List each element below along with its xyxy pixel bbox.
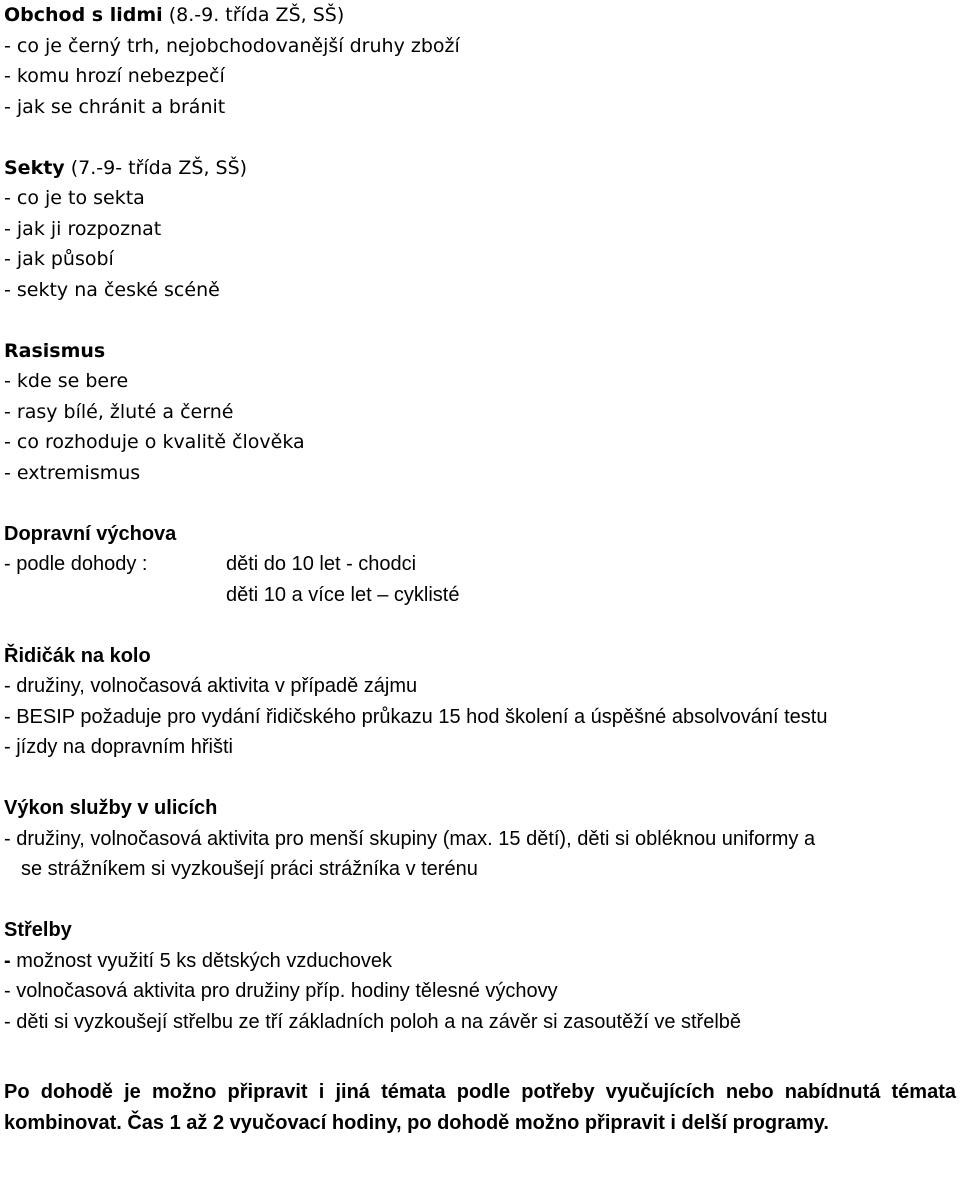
list-item: - jak ji rozpoznat (4, 217, 162, 240)
heading-sekty-subtitle: (7.-9- třída ZŠ, SŠ) (64, 156, 248, 179)
list-item-continuation: se strážníkem si vyzkoušejí práci strážníka v terénu (21, 858, 478, 880)
list-item: - BESIP požaduje pro vydání řidičského průkazu 15 hod školení a úspěšné absolvování testu (4, 705, 828, 728)
strelby-first-dash: - (4, 949, 11, 972)
section-heading-rasismus: Rasismus (4, 339, 106, 362)
list-item (4, 946, 956, 977)
list-item: - komu hrozí nebezpečí (4, 65, 225, 87)
section-heading-ridicak: Řidičák na kolo (4, 644, 151, 667)
section-heading-dopravni: Dopravní výchova (4, 522, 177, 545)
list-item: - sekty na české scéně (4, 278, 220, 301)
section-heading-strelby: Střelby (4, 919, 72, 941)
dopravni-row-1 (4, 549, 956, 580)
list-item: - družiny, volnočasová aktivita pro menší skupiny (max. 15 dětí), děti si obléknou uniformy a (4, 827, 816, 850)
list-item: - družiny, volnočasová aktivita v případě zájmu (4, 675, 418, 697)
list-item: - děti si vyzkoušejí střelbu ze tří základních poloh a na závěr si zasoutěží ve střelbě (4, 1010, 742, 1033)
document-page (4, 0, 956, 1139)
dopravni-value: děti 10 a více let – cyklisté (226, 583, 460, 606)
heading-sekty-title: Sekty (4, 156, 65, 179)
dopravni-value: děti do 10 let - chodci (226, 553, 417, 575)
closing-paragraph (4, 1077, 956, 1139)
list-item: - co rozhoduje o kvalitě člověka (4, 431, 305, 453)
section-heading-obchod (4, 0, 956, 31)
list-item: - volnočasová aktivita pro družiny příp. hodiny tělesné výchovy (4, 980, 558, 1002)
heading-obchod-subtitle: (8.-9. třída ZŠ, SŠ) (162, 4, 345, 26)
strelby-first-text: možnost využití 5 ks dětských vzduchovek (10, 949, 392, 972)
list-item: - jízdy na dopravním hřišti (4, 736, 233, 758)
section-heading-vykon: Výkon služby v ulicích (4, 797, 218, 819)
list-item: - co je černý trh, nejobchodovanější druhy zboží (4, 34, 460, 57)
list-item: - kde se bere (4, 370, 129, 392)
dopravni-label: - podle dohody : (4, 553, 148, 575)
closing-text: Po dohodě je možno připravit i jiná témata podle potřeby vyučujících nebo nabídnutá témata kombinovat. Čas 1 až 2 vyučovací hodiny, po dohodě možno připravit i delší programy. (4, 1081, 956, 1134)
list-item: - jak se chránit a bránit (4, 95, 226, 118)
list-item: - co je to sekta (4, 187, 145, 209)
dopravni-row-2 (4, 580, 956, 611)
list-item: - jak působí (4, 248, 114, 270)
heading-obchod-title: Obchod s lidmi (4, 4, 163, 26)
list-item: - extremismus (4, 461, 141, 484)
section-heading-sekty (4, 153, 956, 184)
list-item: - rasy bílé, žluté a černé (4, 400, 234, 423)
